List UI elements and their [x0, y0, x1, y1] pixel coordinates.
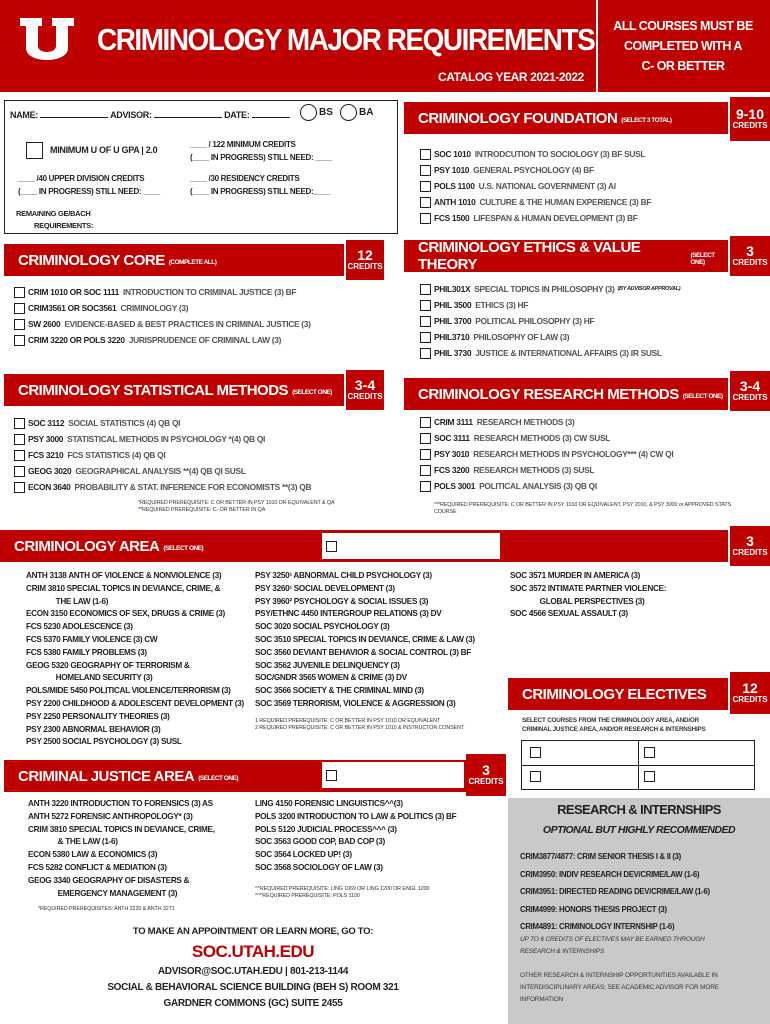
- gpa-checkbox[interactable]: [26, 142, 43, 159]
- list-item[interactable]: POLS 3001 POLITICAL ANALYSIS (3) QB QI: [420, 478, 673, 494]
- course-checkbox[interactable]: [14, 335, 25, 346]
- list-item: SOC 3563 GOOD COP, BAD COP (3): [255, 837, 385, 847]
- ethics-list: [420, 281, 680, 361]
- research-banner: CRIMINOLOGY RESEARCH METHODS (SELECT ONE): [404, 378, 728, 410]
- electives-desc: SELECT COURSES FROM THE CRIMINOLOGY AREA, AND/OR CRIMINAL JUSTICE AREA, AND/OR RESEARCH & INTERNSHIPS: [522, 717, 706, 733]
- advisor-field[interactable]: [154, 117, 222, 118]
- list-item: SOC 3020 SOCIAL PSYCHOLOGY (3): [255, 622, 390, 632]
- list-item[interactable]: CRIM 1010 OR SOC 1111 INTRODUCTION TO CRIMINAL JUSTICE (3) BF: [14, 284, 311, 300]
- list-item: SOC 3569 TERRORISM, VIOLENCE & AGGRESSION (3): [255, 698, 456, 708]
- name-label: NAME:: [10, 110, 38, 120]
- research-credits: 3-4 CREDITS: [730, 371, 770, 411]
- list-item: CRIM3950: INDIV RESEARCH DEV/CRIME/LAW (1-6): [520, 869, 700, 879]
- bs-label: BS: [319, 107, 333, 118]
- grade-requirement-note: ALL COURSES MUST BE COMPLETED WITH A C- OR BETTER: [613, 19, 753, 73]
- list-item: CRIM 3810 SPECIAL TOPICS IN DEVIANCE, CRIME, &: [26, 583, 221, 593]
- list-item[interactable]: ECON 3640 PROBABILITY & STAT. INFERENCE FOR ECONOMISTS **(3) QB: [14, 479, 311, 495]
- footer-suite: GARDNER COMMONS (GC) SUITE 2455: [163, 998, 343, 1009]
- area-col-2-notes: 1 REQUIRED PREREQUISITE: C OR BETTER IN PSY 1010 OR EQUIVALENT 2 REQUIRED PREREQUISITE: C OR BETTER IN PSY 1010 & INSTRUCTOR CONSENT: [255, 718, 465, 731]
- list-item: GLOBAL PERSPECTIVES (3): [510, 596, 645, 606]
- list-item: SOC 3562 JUVENILE DELINQUENCY (3): [255, 660, 400, 670]
- list-item: SOC 4566 SEXUAL ASSAULT (3): [510, 609, 628, 619]
- elective-checkbox[interactable]: [644, 747, 655, 758]
- list-item: SOC 3572 INTIMATE PARTNER VIOLENCE:: [510, 583, 667, 593]
- justice-credits: 3 CREDITS: [466, 754, 506, 796]
- list-item[interactable]: SW 2600 EVIDENCE-BASED & BEST PRACTICES IN CRIMINAL JUSTICE (3): [14, 316, 311, 332]
- elective-checkbox[interactable]: [530, 771, 541, 782]
- list-item[interactable]: ANTH 1010 CULTURE & THE HUMAN EXPERIENCE (3) BF: [420, 194, 651, 210]
- course-checkbox[interactable]: [14, 287, 25, 298]
- research-internships-subtitle: OPTIONAL BUT HIGHLY RECOMMENDED: [542, 824, 736, 836]
- elective-checkbox[interactable]: [530, 747, 541, 758]
- list-item[interactable]: PHIL3710 PHILOSOPHY OF LAW (3): [420, 329, 680, 345]
- footer-appointment: TO MAKE AN APPOINTMENT OR LEARN MORE, GO TO:: [132, 926, 374, 937]
- remaining-requirements: REMAINING GE/BACH REQUIREMENTS:: [16, 209, 94, 230]
- course-checkbox[interactable]: [14, 450, 25, 461]
- list-item: THE LAW (1-6): [26, 596, 109, 606]
- minimum-credits: ____ / 122 MINIMUM CREDITS (____ IN PROGRESS) STILL NEED: ____: [190, 140, 332, 162]
- footer-building: SOCIAL & BEHAVIORAL SCIENCE BUILDING (BEH S) ROOM 321: [107, 982, 399, 993]
- area-entry-field[interactable]: [322, 533, 500, 559]
- list-item: HOMELAND SECURITY (3): [26, 673, 153, 683]
- list-item: GEOG 3340 GEOGRAPHY OF DISASTERS &: [28, 875, 190, 885]
- course-checkbox[interactable]: [14, 418, 25, 429]
- list-item[interactable]: FCS 3200 RESEARCH METHODS (3) SUSL: [420, 462, 673, 478]
- course-checkbox[interactable]: [14, 434, 25, 445]
- justice-col-2-notes: ^^REQUIRED PREREQUISITE: LING 1069 OR LING 1200 OR ENGL 1200 ^^^REQUIRED PREREQUISITE: POLS 1100: [255, 886, 430, 899]
- core-banner: CRIMINOLOGY CORE (COMPLETE ALL): [4, 244, 344, 276]
- university-logo: [18, 16, 76, 70]
- list-item[interactable]: PHIL301X SPECIAL TOPICS IN PHILOSOPHY (3) (BY ADVISOR APPROVAL): [420, 281, 680, 297]
- research-internships-list: [520, 848, 710, 936]
- list-item[interactable]: PSY 1010 GENERAL PSYCHOLOGY (4) BF: [420, 162, 651, 178]
- course-checkbox[interactable]: [420, 465, 431, 476]
- course-checkbox[interactable]: [420, 332, 431, 343]
- list-item: POLS/MIDE 5450 POLITICAL VIOLENCE/TERRORISM (3): [26, 686, 231, 696]
- justice-banner: CRIMINAL JUSTICE AREA (SELECT ONE): [4, 760, 466, 792]
- electives-credits: 12 CREDITS: [730, 672, 770, 714]
- ethics-credits: 3 CREDITS: [730, 236, 770, 276]
- research-list: [420, 414, 673, 494]
- foundation-credits: 9-10 CREDITS: [730, 97, 770, 141]
- footer-contact[interactable]: ADVISOR@SOC.UTAH.EDU | 801-213-1144: [157, 966, 349, 977]
- course-checkbox[interactable]: [420, 284, 431, 295]
- list-item: FCS 5282 CONFLICT & MEDIATION (3): [28, 862, 167, 872]
- course-checkbox[interactable]: [420, 316, 431, 327]
- research-internships-title: RESEARCH & INTERNSHIPS: [557, 802, 721, 817]
- list-item: SOC 3566 SOCIETY & THE CRIMINAL MIND (3): [255, 686, 424, 696]
- course-checkbox[interactable]: [420, 165, 431, 176]
- research-notes: ***REQUIRED PREREQUISITE: C OR BETTER IN PSY 1010 OR EQUIVALENT, PSY 2010, & PSY 3000 or APPROVED STATS COURSE: [434, 502, 732, 515]
- core-list: [14, 284, 311, 348]
- list-item: SOC 3510 SPECIAL TOPICS IN DEVIANCE, CRIME & LAW (3): [255, 634, 475, 644]
- list-item[interactable]: CRIM 3111 RESEARCH METHODS (3): [420, 414, 673, 430]
- list-item: CRIM3877/4877: CRIM SENIOR THESIS I & II (3): [520, 852, 681, 861]
- list-item[interactable]: PSY 3010 RESEARCH METHODS IN PSYCHOLOGY*** (4) CW QI: [420, 446, 673, 462]
- course-checkbox[interactable]: [420, 197, 431, 208]
- date-label: DATE:: [224, 110, 250, 120]
- foundation-banner: CRIMINOLOGY FOUNDATION (SELECT 3 TOTAL): [404, 102, 728, 134]
- bs-radio[interactable]: [300, 104, 317, 121]
- list-item[interactable]: PHIL 3500 ETHICS (3) HF: [420, 297, 680, 313]
- list-item[interactable]: PHIL 3730 JUSTICE & INTERNATIONAL AFFAIRS (3) IR SUSL: [420, 345, 680, 361]
- list-item: FCS 5230 ADOLESCENCE (3): [26, 622, 133, 632]
- justice-col-1-notes: *REQUIRED PREREQUISITES: ANTH 3220 & ANTH 3271: [38, 906, 175, 912]
- area-col-2: [255, 570, 475, 711]
- upper-division-credits: ____ /40 UPPER DIVISION CREDITS (____ IN PROGRESS) STILL NEED: ____: [18, 174, 160, 196]
- list-item: FCS 5370 FAMILY VIOLENCE (3) CW: [26, 634, 158, 644]
- course-checkbox[interactable]: [420, 449, 431, 460]
- list-item[interactable]: GEOG 3020 GEOGRAPHICAL ANALYSIS **(4) QB QI SUSL: [14, 463, 311, 479]
- page-title: CRIMINOLOGY MAJOR REQUIREMENTS: [97, 22, 595, 57]
- ba-label: BA: [359, 107, 374, 118]
- area-banner: CRIMINOLOGY AREA (SELECT ONE): [0, 530, 728, 562]
- electives-entry-grid: [521, 740, 755, 790]
- advisor-label: ADVISOR:: [110, 110, 152, 120]
- list-item[interactable]: FCS 3210 FCS STATISTICS (4) QB QI: [14, 447, 311, 463]
- course-checkbox[interactable]: [420, 433, 431, 444]
- research-internships-other: OTHER RESEARCH & INTERNSHIP OPPORTUNITIES AVAILABLE IN INTERDISCIPLINARY AREAS; SEE ACADEMIC ADVISOR FOR MORE INFORMATION: [520, 972, 719, 1003]
- justice-entry-field[interactable]: [322, 762, 464, 788]
- foundation-list: [420, 146, 651, 226]
- course-checkbox[interactable]: [420, 300, 431, 311]
- research-internships-note: UP TO 6 CREDITS OF ELECTIVES MAY BE EARNED THROUGH RESEARCH & INTERNSHIPS: [520, 936, 705, 955]
- course-checkbox[interactable]: [420, 481, 431, 492]
- list-item[interactable]: SOC 3112 SOCIAL STATISTICS (4) QB QI: [14, 415, 311, 431]
- list-item[interactable]: CRIM 3220 OR POLS 3220 JURISPRUDENCE OF CRIMINAL LAW (3): [14, 332, 311, 348]
- course-checkbox[interactable]: [14, 466, 25, 477]
- footer: [4, 926, 502, 1009]
- student-info-row: [10, 110, 396, 120]
- list-item: POLS 5120 JUDICIAL PROCESS^^^ (3): [255, 824, 397, 834]
- list-item: LING 4150 FORENSIC LINGUISTICS^^(3): [255, 799, 403, 808]
- list-item: PSY 2250 PERSONALITY THEORIES (3): [26, 711, 170, 721]
- electives-banner: CRIMINOLOGY ELECTIVES: [508, 678, 728, 710]
- gpa-label: MINIMUM U OF U GPA | 2.0: [50, 145, 158, 155]
- list-item: CRIM4999: HONORS THESIS PROJECT (3): [520, 904, 667, 914]
- list-item[interactable]: PHIL 3700 POLITICAL PHILOSOPHY (3) HF: [420, 313, 680, 329]
- area-col-1: [26, 570, 244, 749]
- list-item: PSY/ETHNC 4450 INTERGROUP RELATIONS (3) DV: [255, 609, 442, 619]
- course-checkbox[interactable]: [14, 319, 25, 330]
- list-item: EMERGENCY MANAGEMENT (3): [28, 888, 178, 898]
- course-checkbox[interactable]: [14, 303, 25, 314]
- core-credits: 12 CREDITS: [346, 240, 384, 280]
- stats-list: [14, 415, 311, 495]
- justice-checkbox[interactable]: [326, 770, 337, 781]
- list-item: FCS 5380 FAMILY PROBLEMS (3): [26, 647, 147, 657]
- justice-col-2: [255, 798, 456, 875]
- course-checkbox[interactable]: [420, 181, 431, 192]
- name-field[interactable]: [40, 117, 108, 118]
- list-item: PSY 3260¹ SOCIAL DEVELOPMENT (3): [255, 583, 395, 593]
- stats-notes: *REQUIRED PREREQUISITE: C OR BETTER IN PSY 1010 OR EQUIVALENT & QA **REQUIRED PREREQUISITE: C- OR BETTER IN QA: [138, 500, 335, 513]
- header-divider: [596, 0, 598, 92]
- list-item: ECON 3150 ECONOMICS OF SEX, DRUGS & CRIME (3): [26, 609, 225, 619]
- list-item: ANTH 3138 ANTH OF VIOLENCE & NONVIOLENCE (3): [26, 571, 222, 580]
- list-item[interactable]: CRIM3561 OR SOC3561 CRIMINOLOGY (3): [14, 300, 311, 316]
- course-checkbox[interactable]: [420, 348, 431, 359]
- list-item[interactable]: POLS 1100 U.S. NATIONAL GOVERNMENT (3) AI: [420, 178, 651, 194]
- course-checkbox[interactable]: [420, 213, 431, 224]
- list-item[interactable]: FCS 1500 LIFESPAN & HUMAN DEVELOPMENT (3) BF: [420, 210, 651, 226]
- list-item: PSY 3250¹ ABNORMAL CHILD PSYCHOLOGY (3): [255, 571, 432, 580]
- list-item: GEOG 5320 GEOGRAPHY OF TERRORISM &: [26, 660, 190, 670]
- list-item: PSY 2300 ABNORMAL BEHAVIOR (3): [26, 724, 161, 734]
- area-credits: 3 CREDITS: [730, 526, 770, 566]
- list-item: PSY 2200 CHILDHOOD & ADOLESCENT DEVELOPMENT (3): [26, 698, 244, 708]
- stats-banner: CRIMINOLOGY STATISTICAL METHODS (SELECT ONE): [4, 374, 344, 406]
- list-item: SOC 3571 MURDER IN AMERICA (3): [510, 571, 641, 580]
- area-checkbox[interactable]: [326, 541, 337, 552]
- list-item[interactable]: SOC 1010 INTRODCUTION TO SOCIOLOGY (3) BF SUSL: [420, 146, 651, 162]
- course-checkbox[interactable]: [420, 149, 431, 160]
- list-item: ECON 5380 LAW & ECONOMICS (3): [28, 850, 158, 860]
- course-checkbox[interactable]: [420, 417, 431, 428]
- list-item: ANTH 3220 INTRODUCTION TO FORENSICS (3) AS: [28, 799, 213, 808]
- catalog-year: CATALOG YEAR 2021-2022: [438, 70, 584, 84]
- list-item[interactable]: SOC 3111 RESEARCH METHODS (3) CW SUSL: [420, 430, 673, 446]
- list-item: POLS 3200 INTRODUCTION TO LAW & POLITICS (3) BF: [255, 811, 457, 821]
- list-item: ANTH 5272 FORENSIC ANTHROPOLOGY* (3): [28, 811, 193, 821]
- footer-url-link[interactable]: SOC.UTAH.EDU: [191, 942, 315, 961]
- area-col-3: [510, 570, 666, 621]
- date-field[interactable]: [252, 117, 290, 118]
- stats-credits: 3-4 CREDITS: [346, 370, 384, 410]
- list-item: CRIM4891: CRIMINOLOGY INTERNSHIP (1-6): [520, 922, 675, 931]
- list-item: SOC/GNDR 3565 WOMEN & CRIME (3) DV: [255, 673, 407, 683]
- elective-checkbox[interactable]: [644, 771, 655, 782]
- list-item: CRIM 3810 SPECIAL TOPICS IN DEVIANCE, CRIME,: [28, 824, 215, 834]
- ba-radio[interactable]: [340, 104, 357, 121]
- list-item: & THE LAW (1-6): [28, 837, 118, 847]
- list-item: SOC 3560 DEVIANT BEHAVIOR & SOCIAL CONTROL (3) BF: [255, 647, 471, 657]
- list-item: PSY 3960² PSYCHOLOGY & SOCIAL ISSUES (3): [255, 596, 429, 606]
- course-checkbox[interactable]: [14, 482, 25, 493]
- list-item[interactable]: PSY 3000 STATISTICAL METHODS IN PSYCHOLOGY *(4) QB QI: [14, 431, 311, 447]
- ethics-banner: CRIMINOLOGY ETHICS & VALUE THEORY (SELECT ONE): [404, 240, 728, 272]
- residency-credits: ____ /30 RESIDENCY CREDITS (____ IN PROGRESS) STILL NEED:____: [190, 174, 330, 196]
- list-item: SOC 3568 SOCIOLOGY OF LAW (3): [255, 862, 383, 872]
- list-item: SOC 3564 LOCKED UP! (3): [255, 850, 352, 860]
- justice-col-1: [28, 798, 215, 900]
- list-item: PSY 2500 SOCIAL PSYCHOLOGY (3) SUSL: [26, 737, 182, 747]
- list-item: CRIM3951: DIRECTED READING DEV/CRIME/LAW (1-6): [520, 887, 710, 896]
